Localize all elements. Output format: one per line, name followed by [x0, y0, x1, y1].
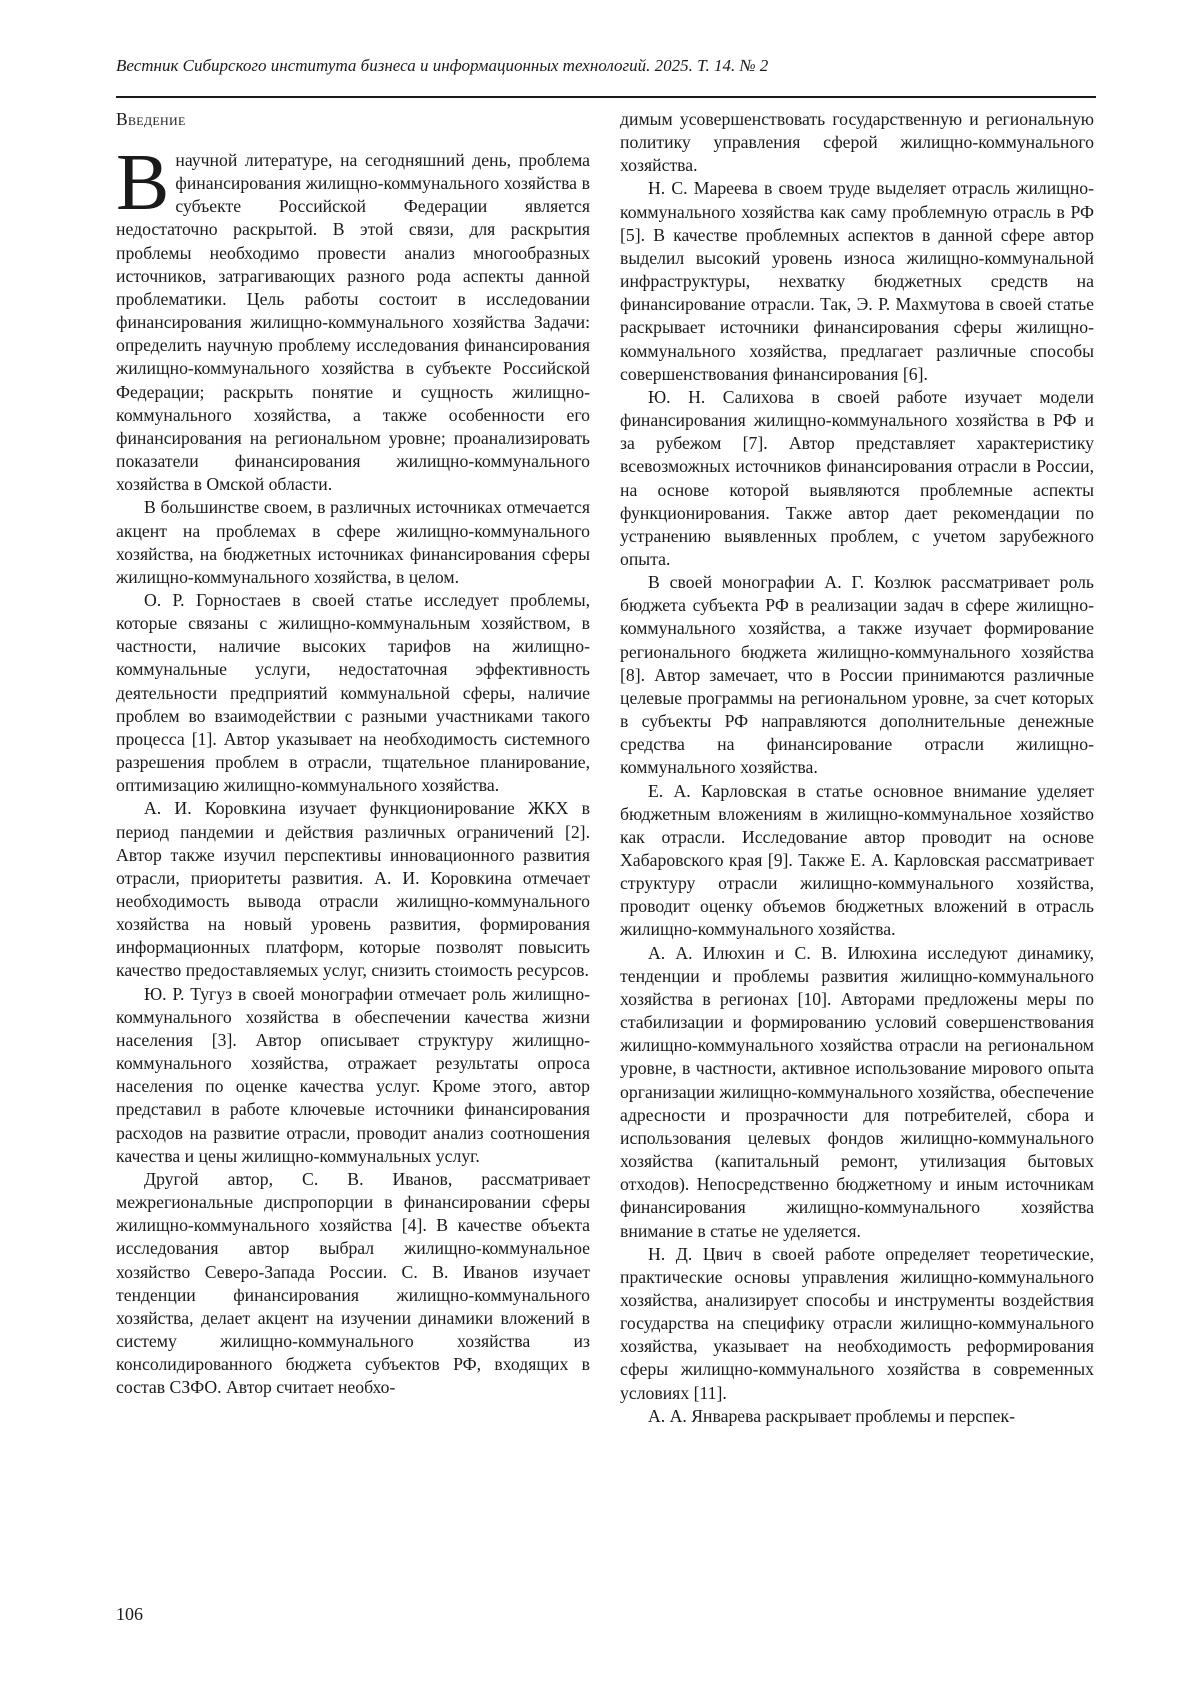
running-head: Вестник Сибирского института бизнеса и информационных технологий. 2025. Т. 14. № 2 [116, 56, 769, 75]
right-column [620, 108, 1094, 1428]
page-number: 106 [116, 1604, 143, 1624]
drop-cap: В [116, 139, 170, 227]
paragraph: Н. С. Мареева в своем труде выделяет отрасль жилищно-коммунального хозяйства как саму проблемную отрасль в РФ [5]. В качестве проблемных аспектов в данной сфере автор выделил высокий уровень износа жилищно-коммунальной инфраструктуры, нехватку бюджетных средств на финансирование отрасли. Так, Э. Р. Махмутова в своей статье раскрывает источники финансирования сферы жилищно-коммунального хозяйства, предлагает различные способы совершенствования финансирования [6]. [620, 178, 1094, 384]
paragraph: О. Р. Горностаев в своей статье исследует проблемы, которые связаны с жилищно-коммунальным хозяйством, в частности, наличие высоких тарифов на жилищно-коммунальные услуги, недостаточная эффективность деятельности предприятий коммунальной сферы, наличие проблем во взаимодействии с разными участниками такого процесса [1]. Автор указывает на необходимость системного разрешения проблем в отрасли, тщательное планирование, оптимизацию жилищно-коммунального хозяйства. [116, 589, 590, 796]
paragraph: В большинстве своем, в различных источниках отмечается акцент на проблемах в сфере жилищно-коммунального хозяйства, на бюджетных источниках финансирования сферы жилищно-коммунального хозяйства, в целом. [116, 497, 590, 587]
paragraph: А. А. Январева раскрывает проблемы и перспек- [648, 1405, 1015, 1426]
intro-paragraph [116, 139, 590, 496]
paragraph: А. И. Коровкина изучает функционирование ЖКХ в период пандемии и действия различных ограничений [2]. Автор также изучил перспективы инновационного развития отрасли, приоритеты развития. А. И. Коровкина отмечает необходимость вывода отрасли жилищно-коммунального хозяйства на новый уровень развития, формирования информационных платформ, которые позволят повысить качество предоставляемых услуг, снизить стоимость ресурсов. [116, 798, 590, 981]
section-heading: Введение [116, 109, 186, 129]
paragraph: Другой автор, С. В. Иванов, рассматривает межрегиональные диспропорции в финансировании сферы жилищно-коммунального хозяйства [4]. В качестве объекта исследования автор выбрал жилищно-коммунальное хозяйство Северо-Запада России. С. В. Иванов изучает тенденции финансирования жилищно-коммунального хозяйства, делает акцент на изучении динамики вложений в систему жилищно-коммунального хозяйства из консолидированного бюджета субъектов РФ, входящих в состав СЗФО. Автор считает необхо- [116, 1168, 590, 1398]
paragraph: Е. А. Карловская в статье основное внимание уделяет бюджетным вложениям в жилищно-коммунальное хозяйство как отрасли. Исследование автор проводит на основе Хабаровского края [9]. Также Е. А. Карловская рассматривает структуру отрасли жилищно-коммунального хозяйства, проводит оценку объемов бюджетных вложений в отрасль жилищно-коммунального хозяйства. [620, 780, 1094, 940]
header-divider [116, 96, 1096, 98]
left-column [116, 108, 590, 1399]
intro-text: научной литературе, на сегодняшний день, проблема финансирования жилищно-коммунального хозяйства в субъекте Российской Федерации является недостаточно раскрытой. В этой связи, для раскрытия проблемы необходимо провести анализ многообразных источников, затрагивающих разного рода аспекты данной проблематики. Цель работы состоит в исследовании финансирования жилищно-коммунального хозяйства Задачи: определить научную проблему исследования финансирования жилищно-коммунального хозяйства в субъекте Российской Федерации; раскрыть понятие и сущность жилищно-коммунального хозяйства, а также особенности его финансирования на региональном уровне; проанализировать показатели финансирования жилищно-коммунального хозяйства в Омской области. [116, 150, 590, 495]
paragraph: Н. Д. Цвич в своей работе определяет теоретические, практические основы управления жилищно-коммунального хозяйства, анализирует способы и инструменты воздействия государства на специфику отрасли жилищно-коммунального хозяйства, указывает на необходимость реформирования сферы жилищно-коммунального хозяйства в современных условиях [11]. [620, 1243, 1094, 1403]
paragraph: Ю. Р. Тугуз в своей монографии отмечает роль жилищно-коммунального хозяйства в обеспечении качества жизни населения [3]. Автор описывает структуру жилищно-коммунального хозяйства, отражает результаты опроса населения по оценке качества услуг. Кроме этого, автор представил в работе ключевые источники финансирования расходов на развитие отрасли, проводит анализ соотношения качества и цены жилищно-коммунальных услуг. [116, 983, 590, 1166]
continued-paragraph: димым усовершенствовать государственную и региональную политику управления сферой жилищно-коммунального хозяйства. [620, 109, 1094, 176]
paragraph: В своей монографии А. Г. Козлюк рассматривает роль бюджета субъекта РФ в реализации задач в сфере жилищно-коммунального хозяйства, а также изучает формирование регионального бюджета жилищно-коммунального хозяйства [8]. Автор замечает, что в России принимаются различные целевые программы на региональном уровне, за счет которых в субъекты РФ направляются дополнительные денежные средства на финансирование отрасли жилищно-коммунального хозяйства. [620, 572, 1094, 778]
paragraph: А. А. Илюхин и С. В. Илюхина исследуют динамику, тенденции и проблемы развития жилищно-коммунального хозяйства в регионах [10]. Авторами предложены меры по стабилизации и формированию условий совершенствования жилищно-коммунального хозяйства отрасли на региональном уровне, в частности, активное использование мирового опыта организации жилищно-коммунального хозяйства, обеспечение адресности и прозрачности для потребителей, сбора и использования целевых фондов жилищно-коммунального хозяйства (капитальный ремонт, утилизация бытовых отходов). Непосредственно бюджетному и иным источникам финансирования жилищно-коммунального хозяйства внимание в статье не уделяется. [620, 942, 1094, 1241]
paragraph: Ю. Н. Салихова в своей работе изучает модели финансирования жилищно-коммунального хозяйства в РФ и за рубежом [7]. Автор представляет характеристику всевозможных источников финансирования отрасли в России, на основе которой выявляются проблемные аспекты функционирования. Также автор дает рекомендации по устранению выявленных проблем, с учетом зарубежного опыта. [620, 386, 1094, 569]
